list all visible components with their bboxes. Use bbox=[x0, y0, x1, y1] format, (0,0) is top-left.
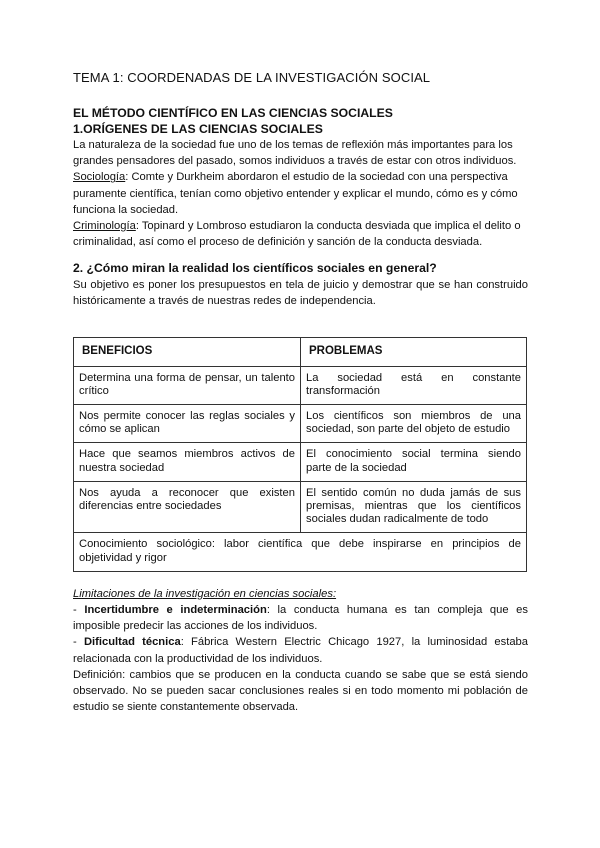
definition-paragraph: Definición: cambios que se producen en la conducta cuando se sabe que se está siendo observado. No se pueden sacar conclusiones reales si en todo momento mi población de estudio se siente constantemente observada. bbox=[73, 668, 528, 714]
sociologia-text: : Comte y Durkheim abordaron el estudio de la sociedad con una perspectiva puramente científica, tenían como objetivo entender y explicar el mundo, cómo es y cómo funciona la sociedad. bbox=[73, 171, 518, 216]
limitations-heading: Limitaciones de la investigación en ciencias sociales: bbox=[73, 587, 337, 600]
table-header-row bbox=[74, 338, 527, 366]
criminologia-text: : Topinard y Lombroso estudiaron la conducta desviada que implica el delito o criminalidad, así como el proceso de definición y sanción de la conducta desviada. bbox=[73, 220, 521, 249]
bullet-prefix: - bbox=[73, 636, 84, 649]
table-header-benefits: BENEFICIOS bbox=[74, 338, 301, 366]
table-row bbox=[74, 443, 527, 481]
section-heading-scientists: 2. ¿Cómo miran la realidad los científicos sociales en general? bbox=[73, 261, 437, 276]
uncertainty-label: Incertidumbre e indeterminación bbox=[84, 603, 267, 616]
table-cell-benefit: Nos permite conocer las reglas sociales y cómo se aplican bbox=[74, 404, 301, 442]
table-cell-benefit: Hace que seamos miembros activos de nuestra sociedad bbox=[74, 443, 301, 481]
table-cell-problem: El sentido común no duda jamás de sus premisas, mientras que los científicos sociales dudan radicalmente de todo bbox=[301, 481, 527, 533]
table-cell-benefit: Determina una forma de pensar, un talento crítico bbox=[74, 366, 301, 404]
technical-label: Dificultad técnica bbox=[83, 636, 181, 649]
table-cell-problem: La sociedad está en constante transformación bbox=[301, 366, 527, 404]
table-cell-problem: Los científicos son miembros de una sociedad, son parte del objeto de estudio bbox=[301, 404, 527, 442]
criminologia-label: Criminología bbox=[73, 220, 136, 233]
sociologia-paragraph bbox=[73, 169, 528, 218]
limitation-item-uncertainty bbox=[73, 602, 528, 634]
section-heading-method: EL MÉTODO CIENTÍFICO EN LAS CIENCIAS SOCIALES bbox=[73, 106, 393, 120]
document-page bbox=[73, 70, 528, 715]
table-cell-problem: El conocimiento social termina siendo parte de la sociedad bbox=[301, 443, 527, 481]
uncertainty-text: : la conducta humana es tan compleja que es imposible predecir las acciones de los individuos. bbox=[73, 603, 528, 633]
table-row bbox=[74, 366, 527, 404]
origins-intro-paragraph: La naturaleza de la sociedad fue uno de los temas de reflexión más importantes para los grandes pensadores del pasado, somos individuos a través de estar con otros individuos. bbox=[73, 139, 517, 168]
table-footer-cell: Conocimiento sociológico: labor científica que debe inspirarse en principios de objetividad y rigor bbox=[74, 533, 527, 571]
table-row bbox=[74, 404, 527, 442]
technical-text: : Fábrica Western Electric Chicago 1927, la luminosidad estaba relacionada con la productividad de los individuos. bbox=[73, 636, 528, 665]
bullet-prefix: - bbox=[73, 603, 85, 616]
benefits-problems-table bbox=[73, 337, 527, 571]
limitation-item-technical bbox=[73, 634, 528, 666]
sociologia-label: Sociología bbox=[73, 171, 126, 184]
table-footer-row bbox=[74, 533, 527, 571]
scientists-paragraph: Su objetivo es poner los presupuestos en tela de juicio y demostrar que se han construido históricamente a través de nuestras redes de independencia. bbox=[73, 278, 528, 308]
table-header-problems: PROBLEMAS bbox=[301, 338, 527, 366]
document-title: TEMA 1: COORDENADAS DE LA INVESTIGACIÓN SOCIAL bbox=[73, 70, 431, 85]
limitations-section bbox=[73, 586, 528, 716]
criminologia-paragraph bbox=[73, 218, 528, 250]
table-cell-benefit: Nos ayuda a reconocer que existen diferencias entre sociedades bbox=[74, 481, 301, 533]
section-heading-origins: 1.ORÍGENES DE LAS CIENCIAS SOCIALES bbox=[73, 121, 323, 136]
table-row bbox=[74, 481, 527, 533]
